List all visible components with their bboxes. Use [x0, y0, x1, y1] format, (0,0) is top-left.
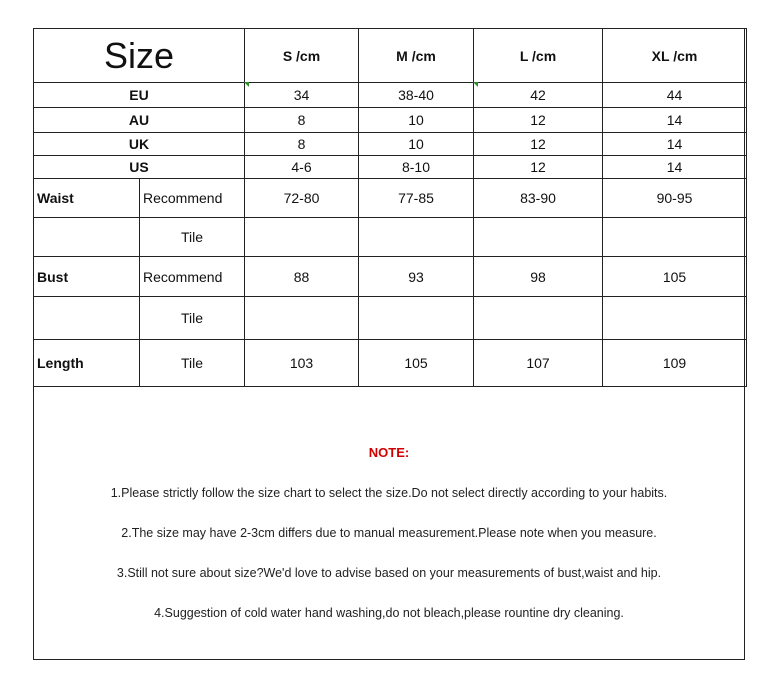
notes-section: [33, 390, 745, 660]
table-cell: 8: [245, 133, 359, 156]
header-row: [34, 29, 747, 83]
measure-label-waist: Waist: [34, 179, 140, 218]
table-cell: 90-95: [603, 179, 747, 218]
table-cell: 12: [474, 133, 603, 156]
region-label: AU: [34, 108, 245, 133]
col-header-xl: XL /cm: [603, 29, 747, 83]
cell-marker-icon: [473, 82, 478, 87]
region-row-uk: [34, 133, 747, 156]
table-cell: [245, 218, 359, 257]
measure-label-bust: Bust: [34, 257, 140, 297]
table-cell: 12: [474, 156, 603, 179]
table-cell: 93: [359, 257, 474, 297]
table-cell: 105: [603, 257, 747, 297]
table-cell: 105: [359, 340, 474, 387]
table-cell: 14: [603, 133, 747, 156]
table-cell: 8-10: [359, 156, 474, 179]
table-cell: [34, 297, 140, 340]
region-row-us: [34, 156, 747, 179]
sub-label: Tile: [140, 340, 245, 387]
table-cell: 44: [603, 83, 747, 108]
cell-marker-icon: [244, 82, 249, 87]
region-label: EU: [34, 83, 245, 108]
bust-recommend-row: [34, 257, 747, 297]
table-cell: 103: [245, 340, 359, 387]
table-cell: 88: [245, 257, 359, 297]
table-cell: 77-85: [359, 179, 474, 218]
table-cell: [603, 297, 747, 340]
table-cell: 14: [603, 108, 747, 133]
region-row-eu: [34, 83, 747, 108]
table-cell: [603, 218, 747, 257]
table-cell: 10: [359, 108, 474, 133]
sub-label: Recommend: [140, 179, 245, 218]
note-line-2: 2.The size may have 2-3cm differs due to manual measurement.Please note when you measure.: [121, 526, 657, 540]
table-cell: [34, 218, 140, 257]
table-cell: 38-40: [359, 83, 474, 108]
waist-tile-row: [34, 218, 747, 257]
table-cell: 42: [474, 83, 603, 108]
note-line-4: 4.Suggestion of cold water hand washing,do not bleach,please rountine dry cleaning.: [154, 606, 624, 620]
note-title: NOTE:: [368, 445, 410, 460]
note-line-3: 3.Still not sure about size?We'd love to advise based on your measurements of bust,waist and hip.: [116, 566, 662, 580]
table-cell: 109: [603, 340, 747, 387]
table-cell: 83-90: [474, 179, 603, 218]
table-cell: [245, 297, 359, 340]
col-header-m: M /cm: [359, 29, 474, 83]
table-cell: 34: [245, 83, 359, 108]
size-table: [33, 28, 747, 387]
table-cell: 10: [359, 133, 474, 156]
waist-recommend-row: [34, 179, 747, 218]
sub-label: Recommend: [140, 257, 245, 297]
table-cell: 12: [474, 108, 603, 133]
table-cell: 8: [245, 108, 359, 133]
table-cell: [359, 218, 474, 257]
measure-label-length: Length: [34, 340, 140, 387]
col-header-s: S /cm: [245, 29, 359, 83]
table-cell: [474, 218, 603, 257]
table-cell: 98: [474, 257, 603, 297]
col-header-l: L /cm: [474, 29, 603, 83]
bust-tile-row: [34, 297, 747, 340]
note-line-1: 1.Please strictly follow the size chart to select the size.Do not select directly according to your habits.: [110, 486, 668, 500]
size-title: Size: [34, 29, 245, 83]
region-row-au: [34, 108, 747, 133]
length-tile-row: [34, 340, 747, 387]
table-cell: 107: [474, 340, 603, 387]
sub-label: Tile: [140, 218, 245, 257]
region-label: UK: [34, 133, 245, 156]
sub-label: Tile: [140, 297, 245, 340]
table-cell: 14: [603, 156, 747, 179]
table-cell: [474, 297, 603, 340]
table-cell: 72-80: [245, 179, 359, 218]
table-cell: [359, 297, 474, 340]
table-cell: 4-6: [245, 156, 359, 179]
region-label: US: [34, 156, 245, 179]
